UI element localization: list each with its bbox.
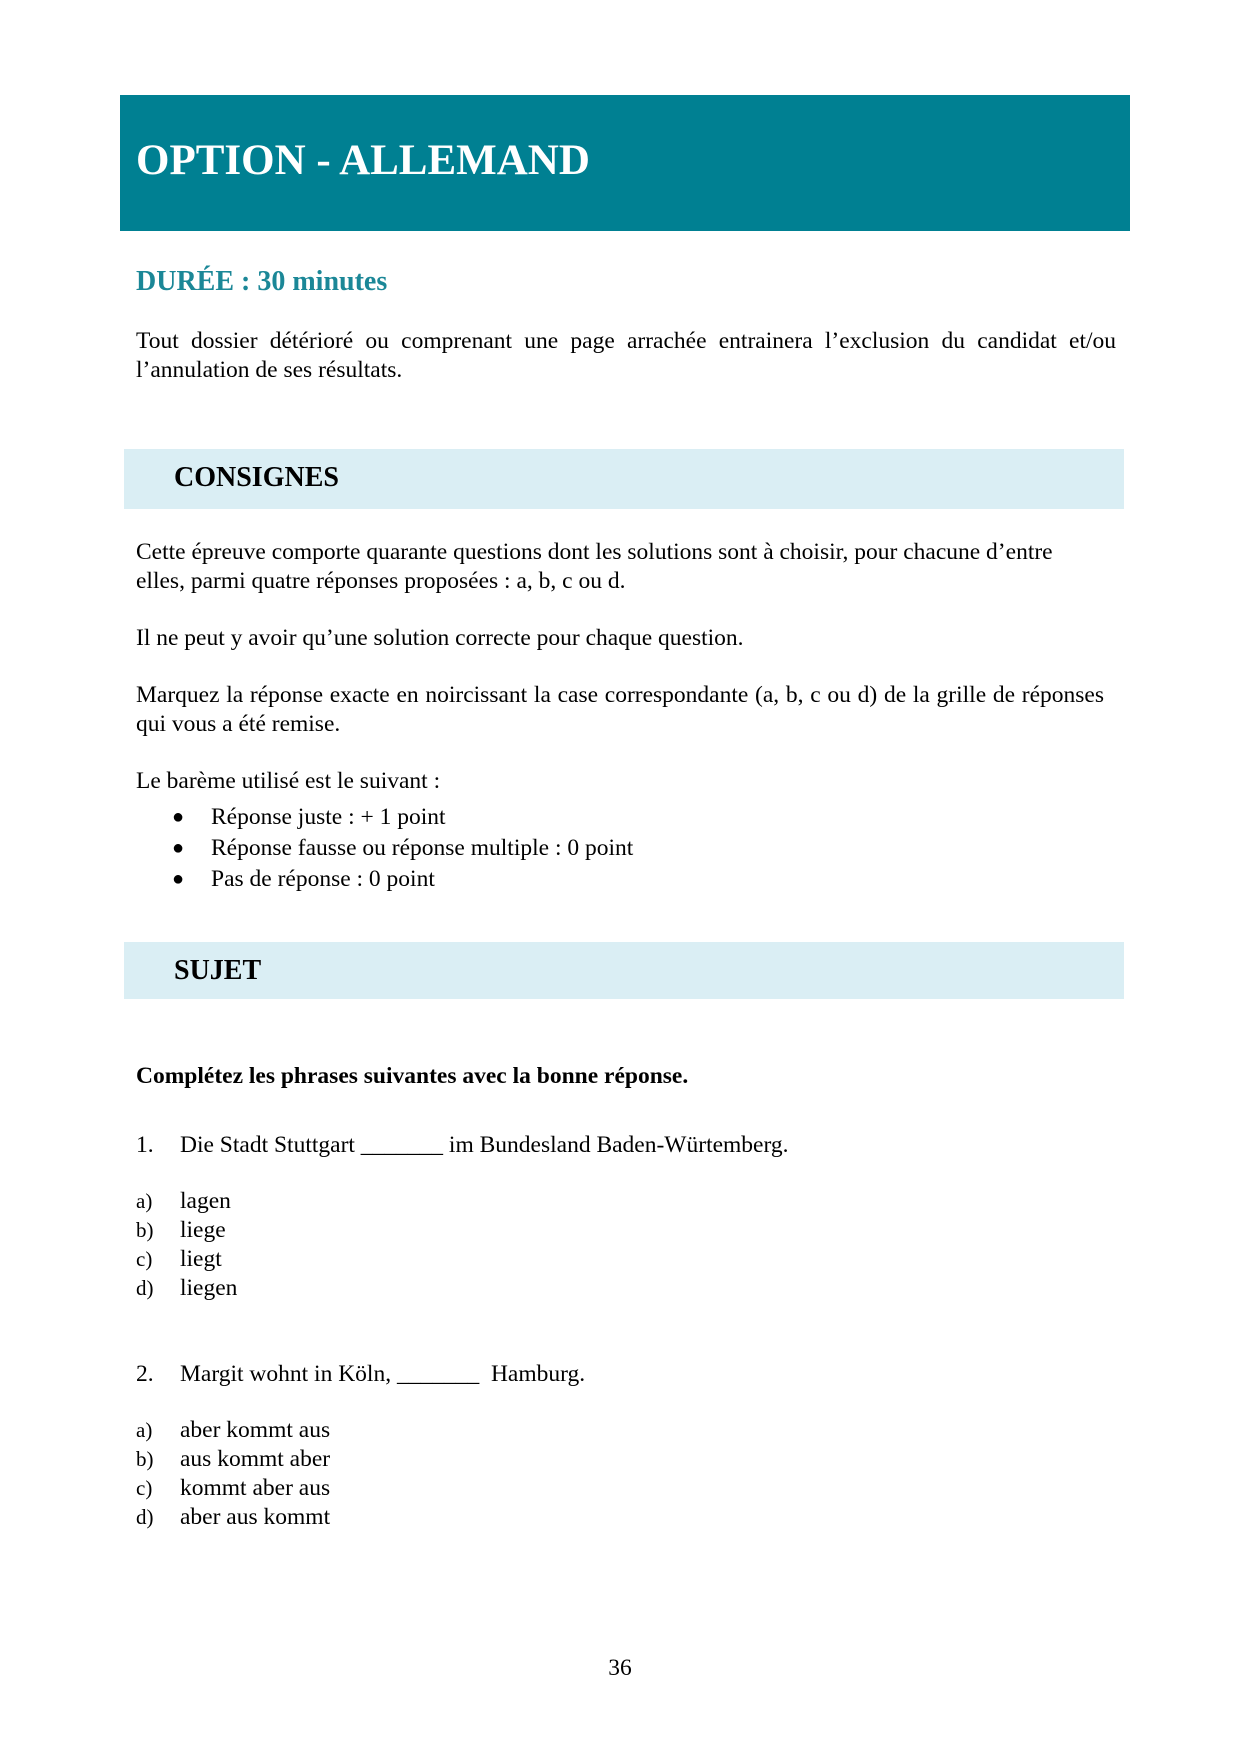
sujet-heading: SUJET bbox=[174, 955, 262, 986]
question-number: 2. bbox=[136, 1361, 154, 1387]
bareme-item: ● Réponse fausse ou réponse multiple : 0 point bbox=[136, 833, 633, 864]
bullet-icon: ● bbox=[172, 837, 185, 859]
instruction-text: Complétez les phrases suivantes avec la bonne réponse. bbox=[136, 1063, 689, 1089]
bullet-icon: ● bbox=[172, 806, 185, 828]
consignes-paragraph-1: Cette épreuve comporte quarante questions dont les solutions sont à choisir, pour chacune d’entre elles, parmi quatre réponses proposées : a, b, c ou d. bbox=[136, 539, 1053, 594]
consignes-paragraph-3: Marquez la réponse exacte en noircissant la case correspondante (a, b, c ou d) de la grille de réponses qui vous a été remise. bbox=[136, 682, 1104, 737]
warning-text: Tout dossier détérioré ou comprenant une page arrachée entrainera l’exclusion du candidat et/ou l’annulation de ses résultats. bbox=[136, 328, 1116, 383]
bareme-list bbox=[136, 802, 633, 895]
page-title: OPTION - ALLEMAND bbox=[136, 137, 590, 184]
consignes-heading: CONSIGNES bbox=[174, 462, 339, 493]
consignes-paragraph-2: Il ne peut y avoir qu’une solution correcte pour chaque question. bbox=[136, 625, 744, 651]
consignes-section-bar bbox=[124, 449, 1124, 509]
question-number: 1. bbox=[136, 1132, 154, 1158]
bareme-item: ● Réponse juste : + 1 point bbox=[136, 802, 633, 833]
title-banner bbox=[120, 95, 1130, 231]
question-text: Margit wohnt in Köln, _______ Hamburg. bbox=[180, 1361, 586, 1387]
bareme-item: ● Pas de réponse : 0 point bbox=[136, 864, 633, 895]
sujet-section-bar bbox=[124, 942, 1124, 999]
question-text: Die Stadt Stuttgart _______ im Bundesland Baden-Würtemberg. bbox=[180, 1132, 789, 1158]
page-number: 36 bbox=[608, 1655, 632, 1681]
bullet-icon: ● bbox=[172, 868, 185, 890]
bareme-intro: Le barème utilisé est le suivant : bbox=[136, 768, 441, 794]
duration-heading: DURÉE : 30 minutes bbox=[136, 266, 388, 297]
